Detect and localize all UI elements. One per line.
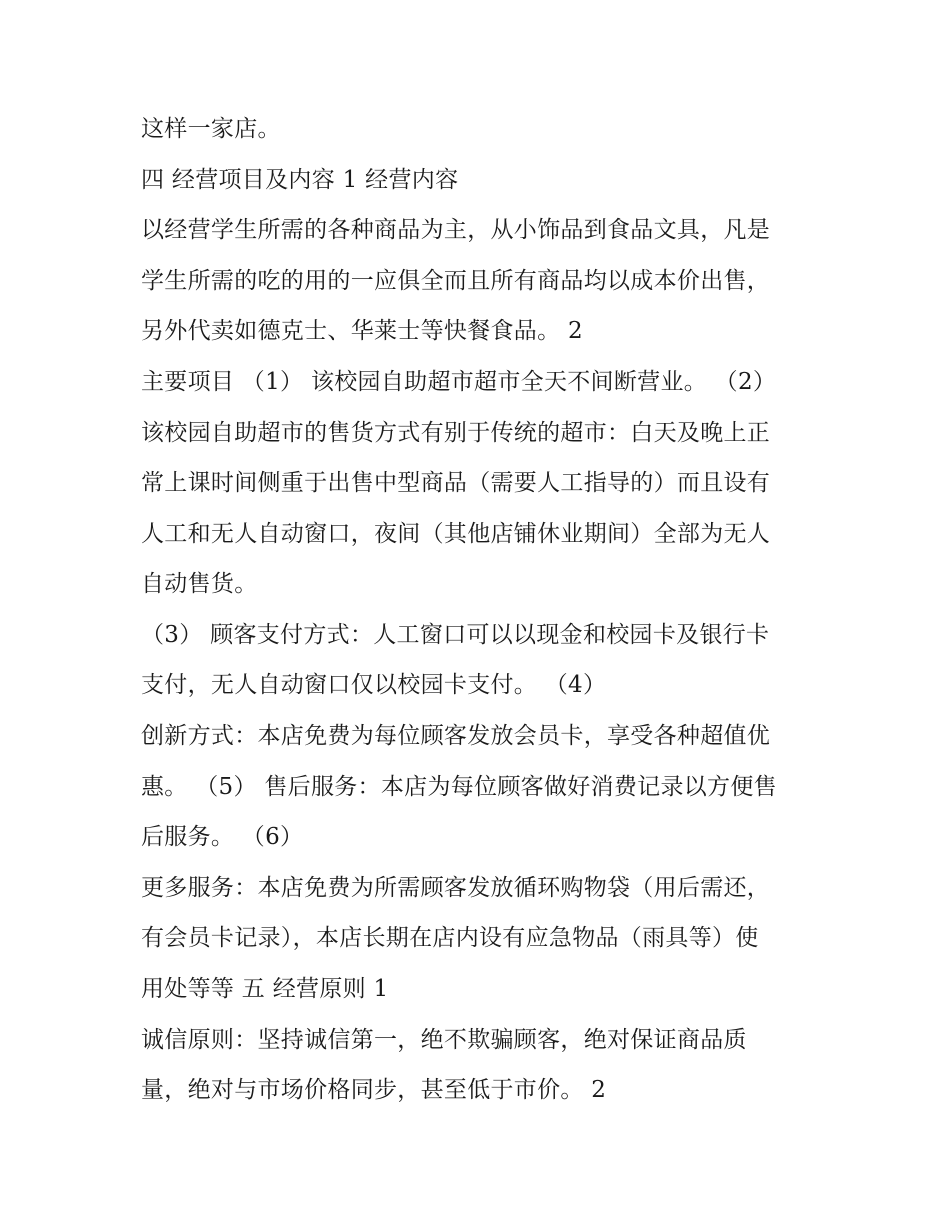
text-line: 学生所需的吃的用的一应俱全而且所有商品均以成本价出售， — [141, 268, 771, 294]
text-line: 另外代卖如德克士、华莱士等快餐食品。 2 — [141, 318, 583, 344]
text-line: 常上课时间侧重于出售中型商品（需要人工指导的）而且设有 — [141, 470, 771, 496]
text-line: 该校园自助超市的售货方式有别于传统的超市：白天及晚上正 — [141, 420, 771, 446]
text-line: 创新方式：本店免费为每位顾客发放会员卡，享受各种超值优 — [141, 723, 771, 749]
text-line: 后服务。 （6） — [141, 824, 304, 850]
text-line: 支付，无人自动窗口仅以校园卡支付。 （4） — [141, 672, 607, 698]
text-line: 量，绝对与市场价格同步，甚至低于市价。 2 — [141, 1077, 607, 1103]
text-line: 诚信原则：坚持诚信第一，绝不欺骗顾客，绝对保证商品质 — [141, 1027, 747, 1053]
text-line: 用处等等 五 经营原则 1 — [141, 976, 389, 1002]
text-line: 惠。 （5） 售后服务：本店为每位顾客做好消费记录以方便售 — [141, 774, 777, 800]
text-line: 以经营学生所需的各种商品为主，从小饰品到食品文具，凡是 — [141, 217, 771, 243]
text-line: 更多服务：本店免费为所需顾客发放循环购物袋（用后需还， — [141, 875, 771, 901]
text-line: （3） 顾客支付方式：人工窗口可以以现金和校园卡及银行卡 — [141, 622, 770, 648]
text-line: 有会员卡记录），本店长期在店内设有应急物品（雨具等）使 — [141, 925, 759, 951]
text-line: 主要项目 （1） 该校园自助超市超市全天不间断营业。 （2） — [141, 369, 777, 395]
section-heading: 四 经营项目及内容 1 经营内容 — [141, 167, 459, 193]
text-line: 自动售货。 — [141, 571, 258, 597]
text-line: 这样一家店。 — [141, 116, 281, 142]
text-line: 人工和无人自动窗口，夜间（其他店铺休业期间）全部为无人 — [141, 521, 771, 547]
